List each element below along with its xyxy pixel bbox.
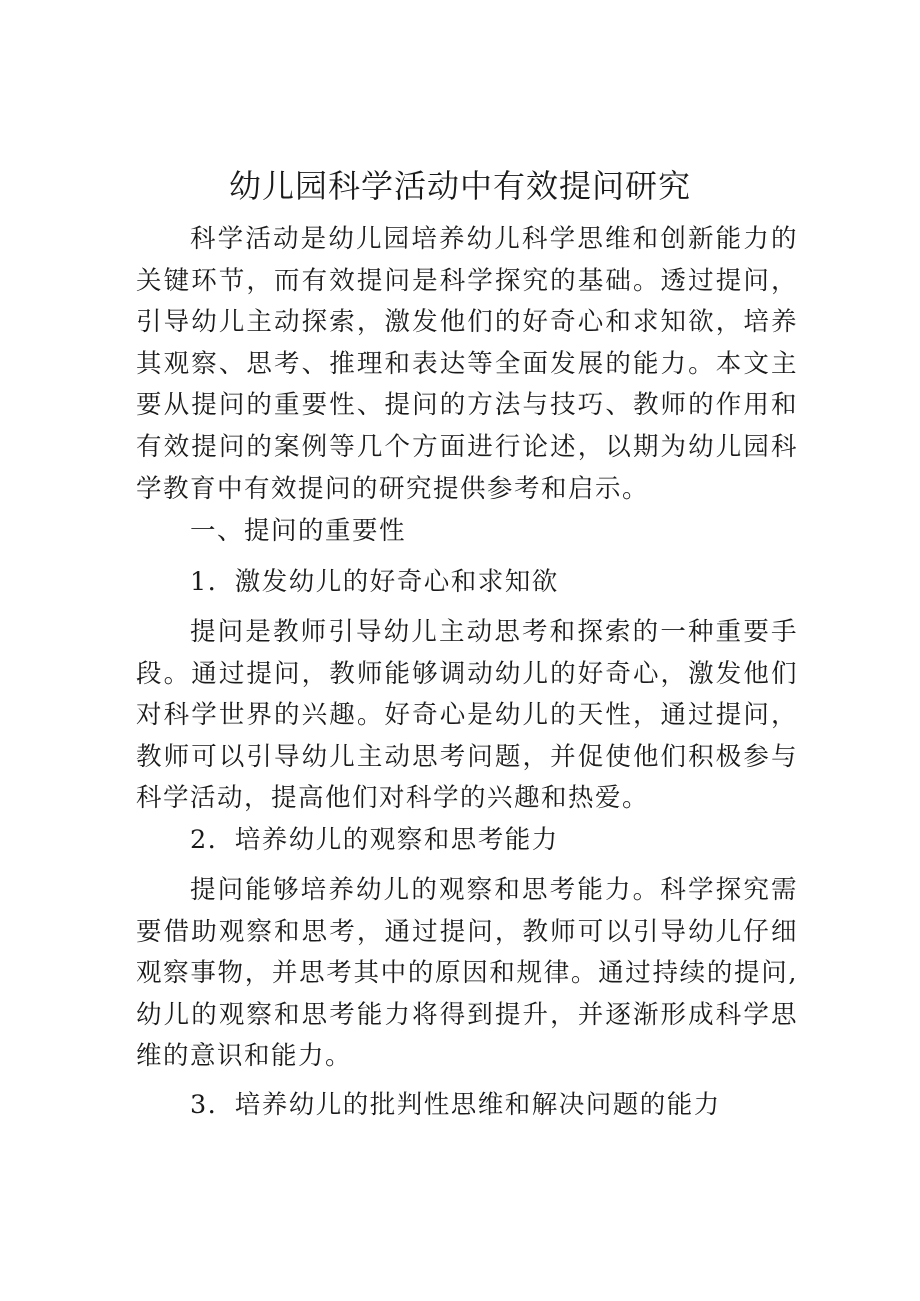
curiosity-paragraph: 提问是教师引导幼儿主动思考和探索的一种重要手段。通过提问，教师能够调动幼儿的好奇心，激发他们对科学世界的兴趣。好奇心是幼儿的天性，通过提问，教师可以引导幼儿主动思考问题，并促使他们积极参与科学活动，提高他们对科学的兴趣和热爱。 <box>136 617 798 814</box>
section-heading-importance: 一、提问的重要性 <box>190 516 407 546</box>
subsection-heading-observation: 2．培养幼儿的观察和思考能力 <box>190 825 559 855</box>
intro-paragraph: 科学活动是幼儿园培养幼儿科学思维和创新能力的关键环节，而有效提问是科学探究的基础。透过提问，引导幼儿主动探索，激发他们的好奇心和求知欲，培养其观察、思考、推理和表达等全面发展的能力。本文主要从提问的重要性、提问的方法与技巧、教师的作用和有效提问的案例等几个方面进行论述，以期为幼儿园科学教育中有效提问的研究提供参考和启示。 <box>136 224 798 504</box>
subsection-heading-critical-thinking: 3．培养幼儿的批判性思维和解决问题的能力 <box>190 1090 721 1120</box>
document-title: 幼儿园科学活动中有效提问研究 <box>228 167 691 205</box>
subsection-heading-curiosity: 1．激发幼儿的好奇心和求知欲 <box>190 567 559 597</box>
observation-paragraph: 提问能够培养幼儿的观察和思考能力。科学探究需要借助观察和思考，通过提问，教师可以引导幼儿仔细观察事物，并思考其中的原因和规律。通过持续的提问,幼儿的观察和思考能力将得到提升，并逐渐形成科学思维的意识和能力。 <box>136 875 798 1072</box>
